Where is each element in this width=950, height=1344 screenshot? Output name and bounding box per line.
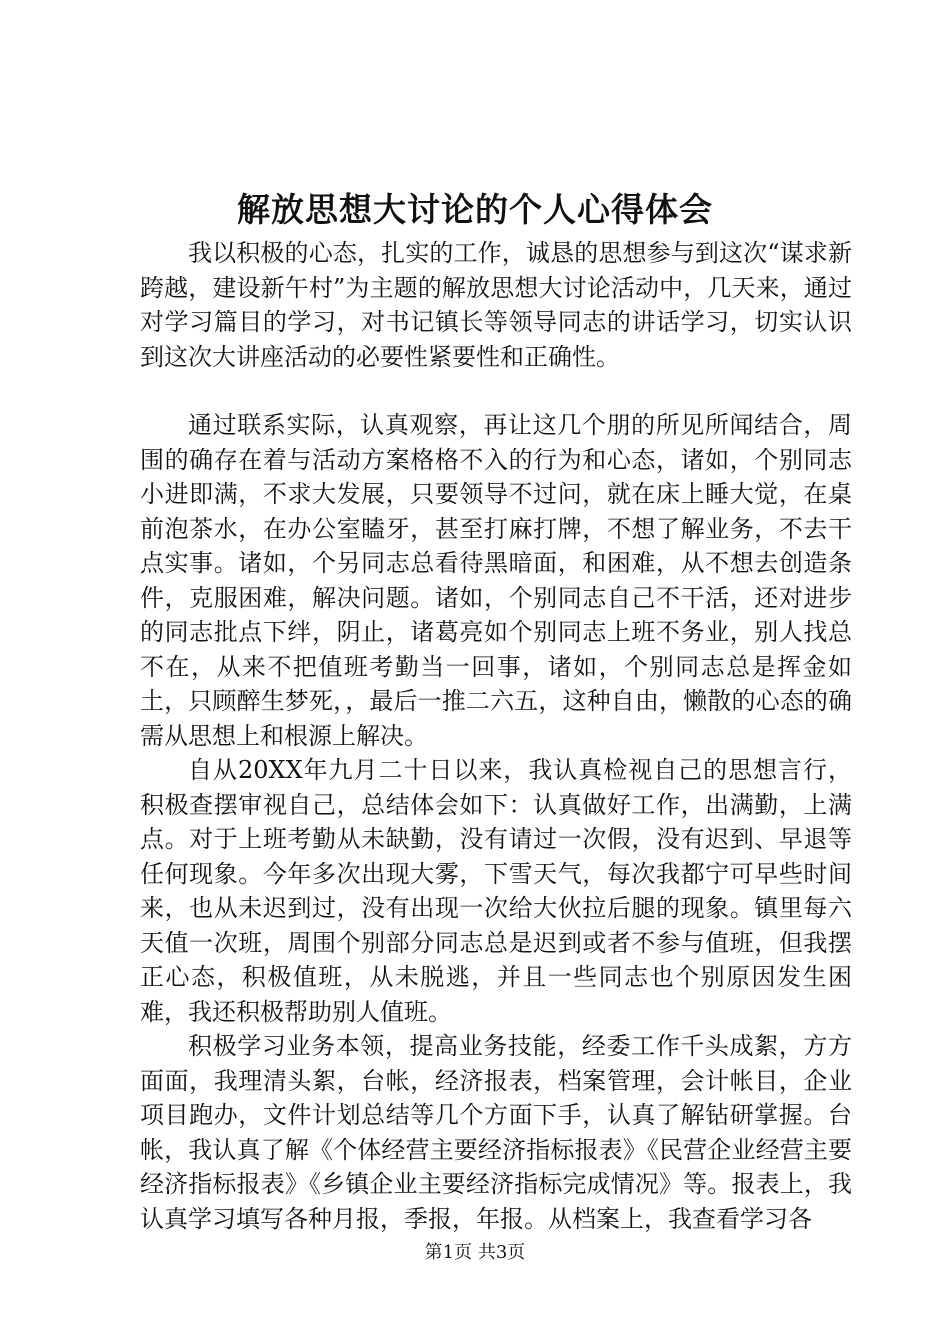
page-number-footer: 第1页 共3页	[424, 1242, 526, 1263]
paragraph-3: 自从20XX年九月二十日以来，我认真检视自己的思想言行，积极查摆审视自己，总结体会如下：认真做好工作，出满勤，上满点。对于上班考勤从未缺勤，没有请过一次假，没有迟到、早退等任何现象。今年多次出现大雾，下雪天气，每次我都宁可早些时间来，也从未迟到过，没有出现一次给大伙拉后腿的现象。镇里每六天值一次班，周围个别部分同志总是迟到或者不参与值班，但我摆正心态，积极值班，从未脱逃，并且一些同志也个别原因发生困难，我还积极帮助别人值班。	[140, 756, 852, 1026]
document-title: 解放思想大讨论的个人心得体会	[237, 190, 713, 229]
paragraph-2: 通过联系实际，认真观察，再让这几个朋的所见所闻结合，周围的确存在着与活动方案格格不入的行为和心态，诸如，个别同志小进即满，不求大发展，只要领导不过问，就在床上睡大觉，在桌前泡茶水，在办公室瞌牙，甚至打麻打牌，不想了解业务，不去干点实事。诸如，个另同志总看待黑暗面，和困难，从不想去创造条件，克服困难，解决问题。诸如，个别同志自己不干活，还对进步的同志批点下绊，阴止，诸葛亮如个别同志上班不务业，别人找总不在，从来不把值班考勤当一回事，诸如，个别同志总是挥金如土，只顾醉生梦死，，最后一推二六五，这种自由，懒散的心态的确需从思想上和根源上解决。	[140, 411, 852, 750]
document-body	[140, 236, 852, 1236]
paragraph-4: 积极学习业务本领，提高业务技能，经委工作千头成絮，方方面面，我理清头絮，台帐，经济报表，档案管理，会计帐目，企业项目跑办，文件计划总结等几个方面下手，认真了解钻研掌握。台帐，我认真了解《个体经营主要经济指标报表》《民营企业经营主要经济指标报表》《乡镇企业主要经济指标完成情况》等。报表上，我认真学习填写各种月报，季报，年报。从档案上，我查看学习各	[140, 1032, 852, 1233]
paragraph-1: 我以积极的心态，扎实的工作，诚恳的思想参与到这次“谋求新跨越，建设新午村”为主题的解放思想大讨论活动中，几天来，通过对学习篇目的学习，对书记镇长等领导同志的讲话学习，切实认识到这次大讲座活动的必要性紧要性和正确性。	[140, 239, 852, 371]
